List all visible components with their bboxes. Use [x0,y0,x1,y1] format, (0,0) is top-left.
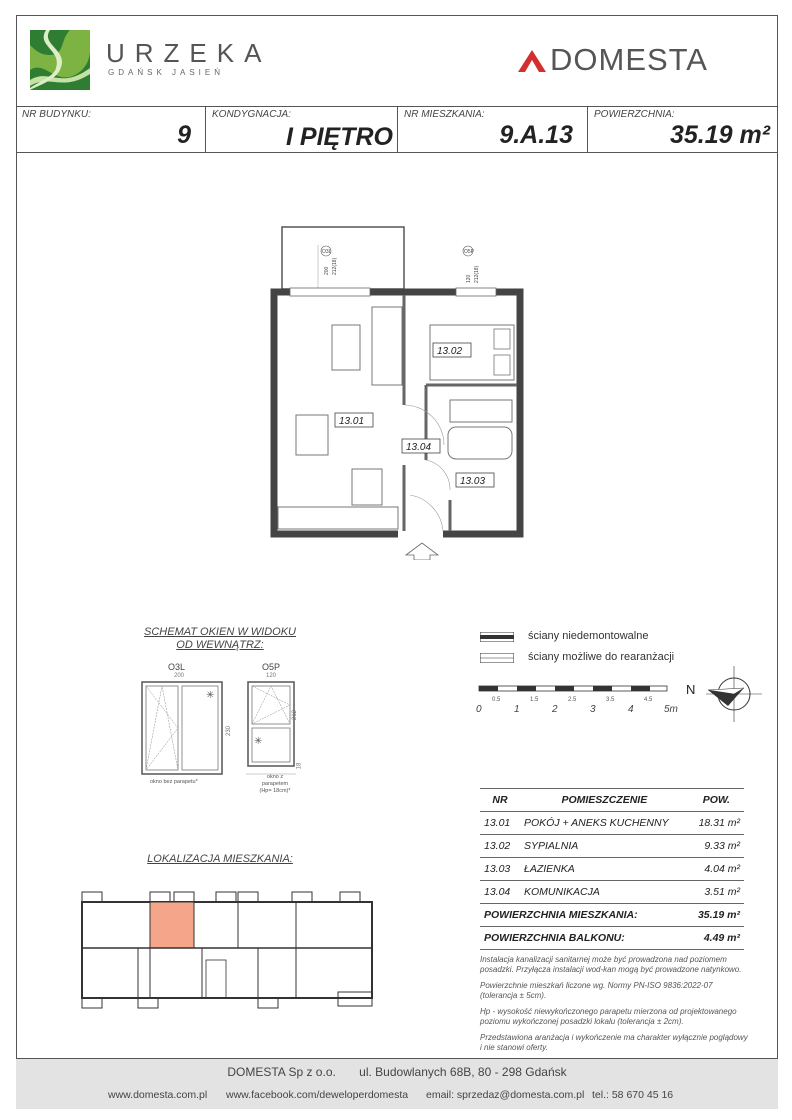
window-o3l-name: O3L [168,662,186,672]
svg-text:✳: ✳ [206,690,215,701]
row-area: 9.33 m² [689,835,744,858]
window-o5p-width: 120 [266,673,277,679]
row-name: SYPIALNIA [520,835,689,858]
window-tag-o3l: O3L [322,249,332,255]
room-label-1302: 13.02 [437,346,463,357]
north-arrow-icon [704,664,764,724]
apartment-label: NR MIESZKANIA: [404,109,485,120]
entrance-arrow-icon [406,543,438,560]
floor-plan [260,215,530,560]
scale-minor-35: 3.5 [606,697,615,703]
footer-company-line [16,1065,778,1079]
project-name: URZEKA [106,38,272,68]
window-o5p-name: O5P [262,662,281,672]
table-header-nr: NR [480,789,520,812]
legend-movable-walls-text: ściany możliwe do rearanżacji [528,651,675,663]
project-location: GDAŃSK JASIEŃ [108,68,225,77]
total-balcony-value: 4.49 m² [689,927,744,950]
window-o3l-width: 200 [174,673,185,679]
room-label-1301: 13.01 [339,416,365,427]
scale-minor-15: 1.5 [530,697,539,703]
dim-label-212-a: 212(18) [332,257,338,275]
total-apartment-label: POWIERZCHNIA MIESZKANIA: [480,904,689,927]
footer-address: ul. Budowlanych 68B, 80 - 298 Gdańsk [359,1065,567,1079]
footer-phone: tel.: 58 670 45 16 [592,1089,674,1101]
total-balcony-row [480,927,744,950]
scale-major-4: 4 [628,704,634,715]
window-o3l-note: okno bez parapetu* [150,779,198,785]
row-area: 4.04 m² [689,858,744,881]
dim-label-120: 120 [466,274,472,283]
floor-value: I PIĘTRO [286,123,393,151]
footer-website-link[interactable]: www.domesta.com.pl [108,1089,208,1101]
area-label: POWIERZCHNIA: [594,109,675,120]
svg-text:✳: ✳ [254,736,263,747]
table-header-area: POW. [689,789,744,812]
footer-facebook-link[interactable]: www.facebook.com/deweloperdomesta [226,1089,409,1101]
window-o3l-drawing [140,680,238,780]
window-o5p-height: 212 [292,709,299,721]
window-o5p-note [253,774,297,795]
total-balcony-label: POWIERZCHNIA BALKONU: [480,927,689,950]
apartment-value: 9.A.13 [499,121,573,149]
dim-label-200: 200 [324,266,330,275]
note-disclaimer: Przedstawiona aranżacja i wykończenie ma charakter wyłącznie poglądowy i nie stanowi oferty. [480,1033,748,1052]
window-o5p-sill: 18 [296,762,303,770]
building-cell [16,107,206,153]
urzeka-logo-icon [30,30,90,90]
row-nr: 13.04 [480,881,520,904]
legend-fixed-walls-text: ściany niedemontowalne [528,630,649,642]
floor-cell [206,107,398,153]
apartment-highlight [150,902,194,948]
row-name: POKÓJ + ANEKS KUCHENNY [520,812,689,835]
table-header-room: POMIESZCZENIE [520,789,689,812]
total-apartment-value: 35.19 m² [689,904,744,927]
location-mini-plan [78,888,378,1012]
dim-label-212-b: 212(18) [474,265,480,283]
windows-schema-title-line1: SCHEMAT OKIEN W WIDOKU [144,626,296,638]
scale-minor-45: 4.5 [644,697,653,703]
scale-major-1: 1 [514,704,520,715]
row-nr: 13.03 [480,858,520,881]
scale-bar [478,684,678,694]
windows-schema-title-line2: OD WEWNĄTRZ: [176,639,264,651]
table-row [480,881,744,904]
note-sill-height: Hp - wysokość niewykończonego parapetu mierzona od projektowanego poziomu wykończonej posadzki lokalu (tolerancja ± 2cm). [480,1007,737,1026]
domesta-logo-icon [518,50,546,72]
scale-minor-25: 2.5 [568,697,577,703]
window-o3l-height: 230 [226,725,233,737]
location-title: LOKALIZACJA MIESZKANIA: [147,853,293,865]
table-row [480,835,744,858]
building-label: NR BUDYNKU: [22,109,91,120]
table-row [480,858,744,881]
note-installation: Instalacja kanalizacji sanitarnej może być prowadzona nad poziomem posadzki. Przyłącza instalacji wod-kan mogą być prowadzone natynkowo. [480,955,742,974]
rooms-table [480,788,744,950]
row-name: KOMUNIKACJA [520,881,689,904]
apartment-info-row [16,107,778,153]
room-label-1303: 13.03 [460,476,486,487]
row-nr: 13.02 [480,835,520,858]
note-area-standard: Powierzchnie mieszkań liczone wg. Normy PN-ISO 9836:2022-07 (tolerancja ± 5cm). [480,981,713,1000]
scale-major-2: 2 [552,704,558,715]
scale-major-0: 0 [476,704,482,715]
room-label-1304: 13.04 [406,442,432,453]
area-cell [588,107,778,153]
area-value: 35.19 m² [669,121,770,149]
windows-schema-title [130,626,310,652]
outer-walls [274,292,520,534]
floor-label: KONDYGNACJA: [212,109,291,120]
table-row [480,812,744,835]
scale-minor-05: 0.5 [492,697,501,703]
window-tag-o5p: O5P [464,249,475,255]
row-name: ŁAZIENKA [520,858,689,881]
developer-name: DOMESTA [550,42,708,77]
window-o5p-note-line2: (Hp= 18cm)* [259,788,291,794]
row-area: 3.51 m² [689,881,744,904]
window-o5p-note-line1: okno z parapetem [261,774,289,787]
apartment-cell [398,107,588,153]
scale-major-5: 5m [664,704,678,715]
total-apartment-row [480,904,744,927]
fixed-wall-swatch-icon [480,632,514,642]
movable-wall-swatch-icon [480,653,514,663]
row-area: 18.31 m² [689,812,744,835]
notes [480,955,750,1059]
row-nr: 13.01 [480,812,520,835]
balcony-outline [282,227,404,289]
building-value: 9 [177,121,191,149]
footer-company: DOMESTA Sp z o.o. [227,1065,336,1079]
footer-email-link[interactable]: email: sprzedaz@domesta.com.pl [426,1089,585,1101]
scale-major-3: 3 [590,704,596,715]
footer [16,1058,778,1109]
north-label: N [686,682,696,697]
